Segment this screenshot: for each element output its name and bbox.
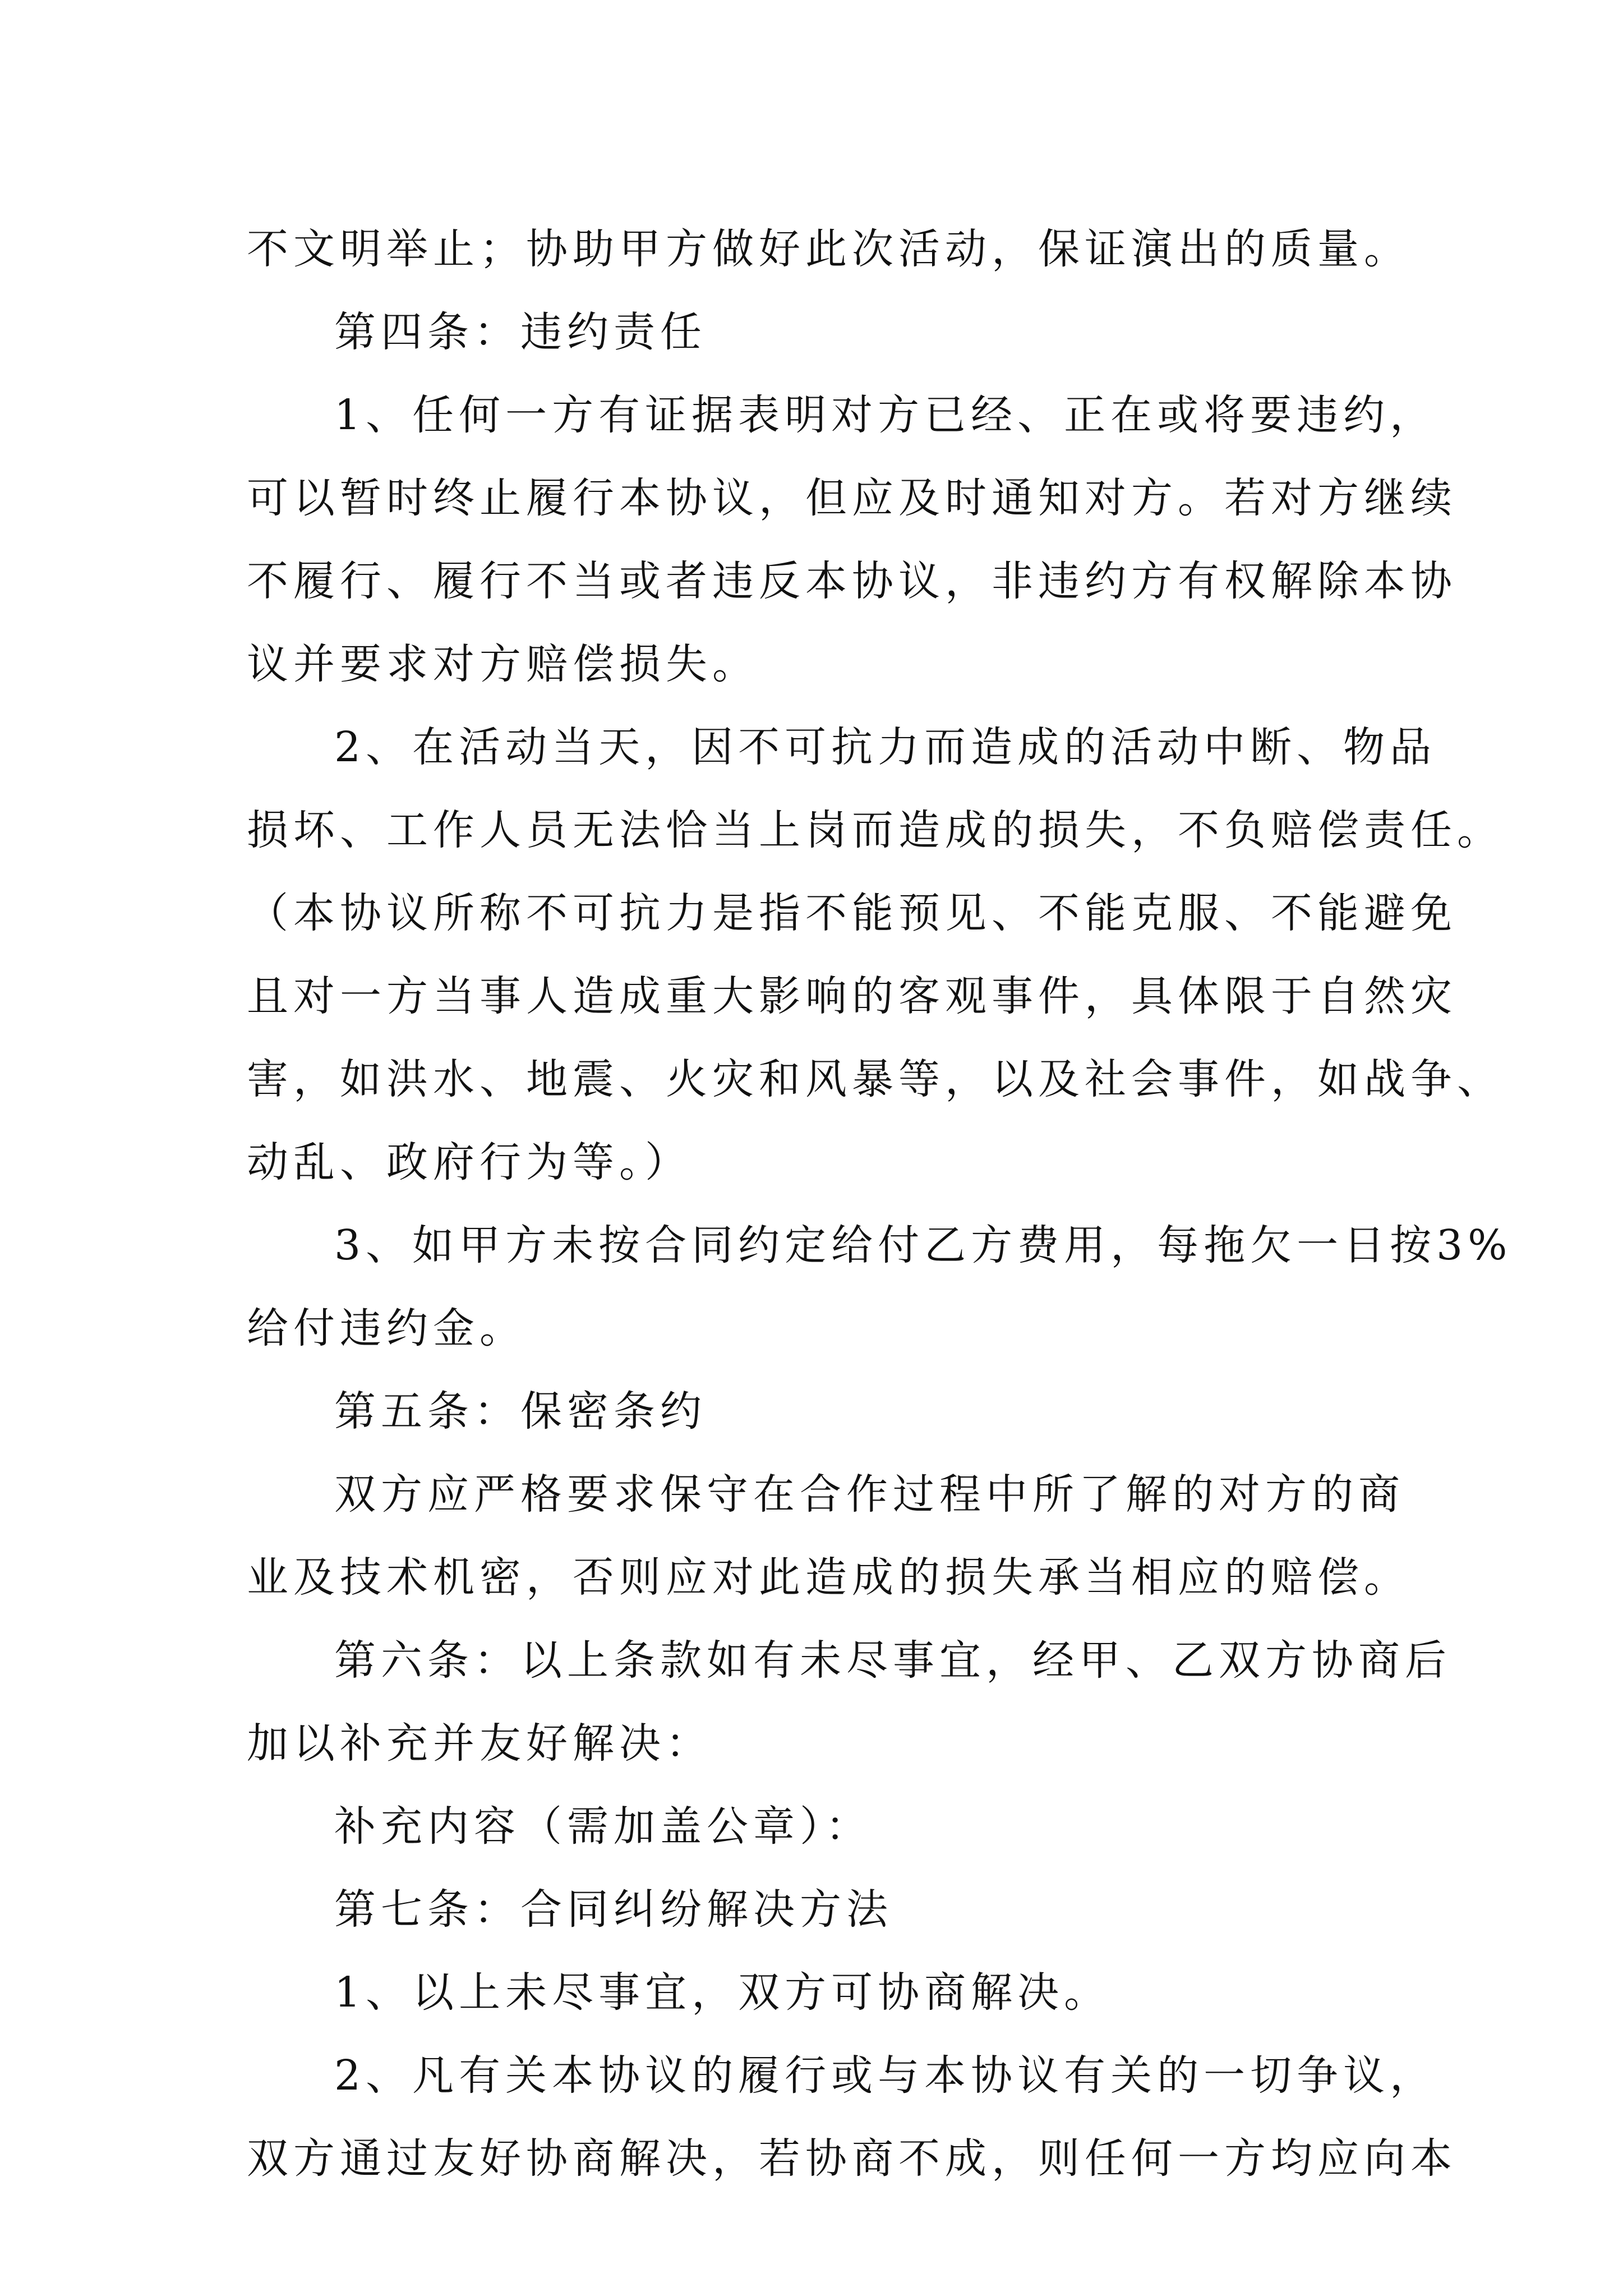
section-heading-5: 第五条：保密条约 [334,1387,707,1435]
text-line: 补充内容（需加盖公章）： [334,1802,872,1851]
text-line: 动乱、政府行为等。） [247,1138,691,1186]
document-body [247,208,1513,2200]
text-line: 3、如甲方未按合同约定给付乙方费用，每拖欠一日按3% [334,1221,1513,1269]
text-line: 可以暂时终止履行本协议，但应及时通知对方。若对方继续 [247,474,1457,522]
section-heading-6: 第六条：以上条款如有未尽事宜，经甲、乙双方协商后 [334,1636,1451,1685]
text-line: 损坏、工作人员无法恰当上岗而造成的损失，不负赔偿责任。 [247,806,1504,854]
text-line: 2、凡有关本协议的履行或与本协议有关的一切争议， [334,2051,1437,2100]
text-line: 不履行、履行不当或者违反本协议，非违约方有权解除本协 [247,557,1457,605]
section-heading-7: 第七条：合同纠纷解决方法 [334,1885,893,1934]
text-line: 且对一方当事人造成重大影响的客观事件，具体限于自然灾 [247,972,1457,1020]
text-line: 业及技术机密，否则应对此造成的损失承当相应的赔偿。 [247,1553,1410,1602]
text-line: 议并要求对方赔偿损失。 [247,640,759,688]
text-line: （本协议所称不可抗力是指不能预见、不能克服、不能避免 [247,889,1457,937]
text-line: 加以补充并友好解决： [247,1719,712,1768]
text-line: 双方应严格要求保守在合作过程中所了解的对方的商 [334,1470,1405,1519]
text-line: 2、在活动当天，因不可抗力而造成的活动中断、物品 [334,723,1437,771]
text-line: 1、任何一方有证据表明对方已经、正在或将要违约， [334,391,1437,439]
section-heading-4: 第四条：违约责任 [334,308,707,356]
text-line: 1、以上未尽事宜，双方可协商解决。 [334,1968,1111,2017]
text-line: 不文明举止；协助甲方做好此次活动，保证演出的质量。 [247,225,1410,273]
text-line: 给付违约金。 [247,1304,526,1352]
text-line: 害，如洪水、地震、火灾和风暴等，以及社会事件，如战争、 [247,1055,1504,1103]
text-line: 双方通过友好协商解决，若协商不成，则任何一方均应向本 [247,2134,1457,2183]
